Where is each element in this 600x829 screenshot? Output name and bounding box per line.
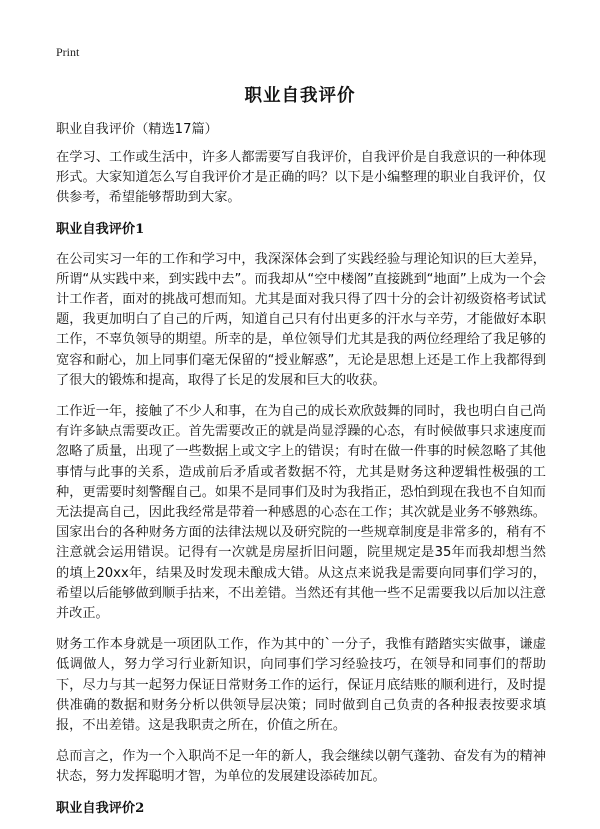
section-1-paragraph-4: 总而言之，作为一个入职尚不足一年的新人，我会继续以朝气蓬勃、奋发有为的精神状态，努力发挥聪明才智，为单位的发展建设添砖加瓦。 [56,749,546,785]
section-heading-2: 职业自我评价2 [56,800,145,816]
section-1-paragraph-3: 财务工作本身就是一项团队工作，作为其中的`一分子，我惟有踏踏实实做事，谦虚低调做人，努力学习行业新知识，向同事们学习经验技巧，在领导和同事们的帮助下，尽力与其一起努力保证日常财务工作的运行，保证月底结账的顺利进行，及时提供准确的数据和财务分析以供领导层决策；同时做到自己负责的各种报表按要求填报，不出差错。这是我职责之所在，价值之所在。 [56,637,546,734]
section-heading-1: 职业自我评价1 [56,221,145,237]
document-body [56,120,546,829]
section-1-paragraph-2: 工作近一年，接触了不少人和事，在为自己的成长欢欣鼓舞的同时，我也明白自己尚有许多缺点需要改正。首先需要改正的就是尚显浮躁的心态，有时候做事只求速度而忽略了质量，出现了一些数据上或文字上的错误；有时在做一件事的时候忽略了其他事情与此事的关系，造成前后矛盾或者数据不符，尤其是财务这种逻辑性极强的工种，更需要时刻警醒自己。如果不是同事们及时为我指正，恐怕到现在我也不自知而无法提高自己，因此我经常是带着一种感恩的心态在工作；其次就是业务不够熟练。国家出台的各种财务方面的法律法规以及研究院的一些规章制度是非常多的，稍有不注意就会运用错误。记得有一次就是房屋折旧问题，院里规定是35年而我却想当然的填上20xx年，结果及时发现未酿成大错。从这点来说我是需要向同事们学习的，希望以后能够做到顺手拈来，不出差错。当然还有其他一些不足需要我以后加以注意并改正。 [56,404,546,622]
page-title: 职业自我评价 [244,86,356,106]
intro-paragraph: 在学习、工作或生活中，许多人都需要写自我评价，自我评价是自我意识的一种体现形式。大家知道怎么写自我评价才是正确的吗？以下是小编整理的职业自我评价，仅供参考，希望能够帮助到大家。 [56,150,546,206]
print-label[interactable]: Print [56,45,80,59]
document-subtitle: 职业自我评价（精选17篇） [56,122,218,137]
section-1-paragraph-1: 在公司实习一年的工作和学习中，我深深体会到了实践经验与理论知识的巨大差异，所谓“从实践中来，到实践中去”。而我却从“空中楼阁”直接跳到“地面”上成为一个会计工作者，面对的挑战可想而知。尤其是面对我只得了四十分的会计初级资格考试试题，我更加明白了自己的斤两，知道自己只有付出更多的汗水与辛劳，才能做好本职工作，不辜负领导的期望。所幸的是，单位领导们尤其是我的两位经理给了我足够的宽容和耐心，加上同事们毫无保留的“授业解惑”，无论是思想上还是工作上我都得到了很大的锻炼和提高，取得了长足的发展和巨大的收获。 [56,251,546,388]
